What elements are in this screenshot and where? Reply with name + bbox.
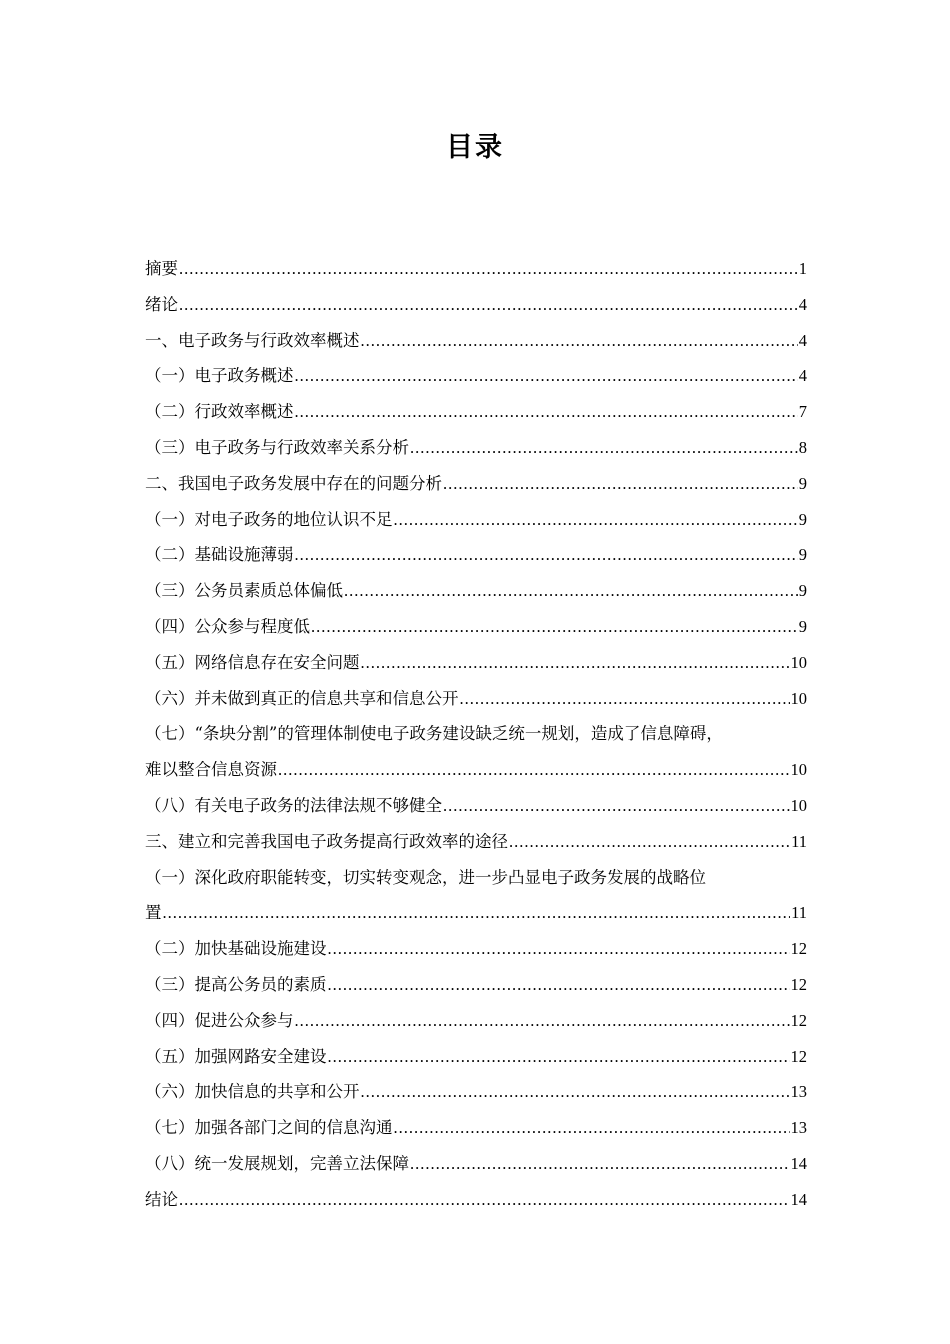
- toc-leader-dots: [278, 760, 790, 780]
- toc-entry[interactable]: [145, 613, 807, 649]
- toc-entry[interactable]: [145, 685, 807, 721]
- toc-leader-dots: [394, 1118, 790, 1138]
- toc-page-number: 12: [790, 939, 807, 959]
- toc-leader-dots: [410, 1154, 790, 1174]
- toc-entry[interactable]: [145, 1150, 807, 1186]
- toc-entry[interactable]: [145, 362, 807, 398]
- toc-leader-dots: [179, 259, 798, 279]
- toc-leader-dots: [179, 295, 798, 315]
- toc-entry[interactable]: [145, 1007, 807, 1043]
- toc-entry-text: （二）基础设施薄弱: [145, 545, 294, 565]
- toc-leader-dots: [295, 366, 798, 386]
- toc-entry[interactable]: [145, 577, 807, 613]
- toc-entry-text: 难以整合信息资源: [145, 760, 277, 780]
- toc-leader-dots: [328, 975, 790, 995]
- toc-page-number: 10: [790, 652, 807, 672]
- toc-entry[interactable]: [145, 1043, 807, 1079]
- toc-entry[interactable]: [145, 828, 807, 864]
- toc-entry[interactable]: [145, 1186, 807, 1222]
- toc-entry[interactable]: [145, 291, 807, 327]
- toc-page-number: 12: [790, 974, 807, 994]
- toc-entry[interactable]: [145, 470, 807, 506]
- toc-entry[interactable]: [145, 756, 807, 792]
- toc-entry[interactable]: [145, 649, 807, 685]
- toc-entry-text: 三、建立和完善我国电子政务提高行政效率的途径: [145, 831, 508, 851]
- toc-entry-text: （八）统一发展规划，完善立法保障: [145, 1153, 409, 1173]
- toc-entry-text: 绪论: [145, 294, 178, 314]
- toc-leader-dots: [361, 1082, 790, 1102]
- toc-entry-text: 一、电子政务与行政效率概述: [145, 330, 360, 350]
- toc-leader-dots: [295, 545, 798, 565]
- toc-entry-text: 摘要: [145, 259, 178, 278]
- toc-page-number: 9: [798, 581, 807, 601]
- toc-page-number: 14: [790, 1189, 807, 1209]
- toc-entry[interactable]: [145, 541, 807, 577]
- toc-leader-dots: [163, 903, 791, 923]
- page-title: 目录: [446, 132, 504, 163]
- toc-leader-dots: [443, 474, 798, 494]
- toc-entry-text: 置: [145, 903, 162, 923]
- toc-leader-dots: [361, 331, 798, 351]
- toc-entry[interactable]: [145, 1114, 807, 1150]
- toc-leader-dots: [328, 1047, 790, 1067]
- toc-page-number: 14: [790, 1153, 807, 1173]
- toc-page-number: 4: [798, 330, 807, 350]
- toc-page-number: 12: [790, 1010, 807, 1030]
- toc-entry-text: （八）有关电子政务的法律法规不够健全: [145, 795, 442, 815]
- toc-leader-dots: [509, 832, 790, 852]
- toc-entry-text: （二）加快基础设施建设: [145, 939, 327, 959]
- toc-page-number: 4: [798, 294, 807, 314]
- toc-entry-text: （三）提高公务员的素质: [145, 974, 327, 994]
- toc-page-number: 9: [798, 509, 807, 529]
- toc-page-number: 11: [791, 903, 807, 923]
- toc-entry-text: （五）加强网路安全建设: [145, 1046, 327, 1066]
- toc-entry-text: （六）并未做到真正的信息共享和信息公开: [145, 688, 459, 708]
- toc-leader-dots: [311, 617, 798, 637]
- toc-page-number: 8: [798, 437, 807, 457]
- toc-entry[interactable]: [145, 971, 807, 1007]
- toc-entry-text: （六）加快信息的共享和公开: [145, 1082, 360, 1102]
- toc-entry-text: （三）公务员素质总体偏低: [145, 581, 343, 601]
- toc-leader-dots: [460, 689, 790, 709]
- toc-entry-text: （二）行政效率概述: [145, 402, 294, 422]
- toc-entry-text: （四）促进公众参与: [145, 1010, 294, 1030]
- toc-entry-text: 结论: [145, 1189, 178, 1209]
- toc-leader-dots: [344, 581, 798, 601]
- toc-leader-dots: [328, 939, 790, 959]
- toc-leader-dots: [394, 510, 798, 530]
- toc-entry[interactable]: [145, 935, 807, 971]
- toc-page-number: 11: [791, 831, 807, 851]
- toc-page-number: 12: [790, 1046, 807, 1066]
- toc-entry-text: （七）加强各部门之间的信息沟通: [145, 1118, 393, 1138]
- toc-entry-text: （一）对电子政务的地位认识不足: [145, 509, 393, 529]
- toc-entry-text: （五）网络信息存在安全问题: [145, 652, 360, 672]
- toc-entry-text-line1: （一）深化政府职能转变，切实转变观念，进一步凸显电子政务发展的战略位: [145, 867, 706, 887]
- toc-entry[interactable]: [145, 255, 807, 291]
- toc-page-number: 9: [798, 616, 807, 636]
- toc-page-number: 10: [790, 688, 807, 708]
- toc-page-number: 13: [790, 1082, 807, 1102]
- toc-entry-first-line[interactable]: [145, 864, 807, 900]
- toc-entry-first-line[interactable]: [145, 720, 807, 756]
- toc-page-number: 10: [790, 795, 807, 815]
- toc-leader-dots: [179, 1190, 790, 1210]
- toc-entry[interactable]: [145, 327, 807, 363]
- toc-entry-text: （四）公众参与程度低: [145, 616, 310, 636]
- toc-page-number: 9: [798, 545, 807, 565]
- toc-entry-text: （一）电子政务概述: [145, 366, 294, 386]
- toc-page-number: 10: [790, 760, 807, 780]
- table-of-contents: [145, 255, 807, 1222]
- toc-entry-text: （三）电子政务与行政效率关系分析: [145, 437, 409, 457]
- toc-entry-text: 二、我国电子政务发展中存在的问题分析: [145, 473, 442, 493]
- toc-page-number: 4: [798, 366, 807, 386]
- toc-entry[interactable]: [145, 792, 807, 828]
- toc-leader-dots: [443, 796, 790, 816]
- toc-entry[interactable]: [145, 398, 807, 434]
- toc-entry[interactable]: [145, 1078, 807, 1114]
- toc-page-number: 7: [798, 402, 807, 422]
- toc-leader-dots: [410, 438, 798, 458]
- toc-page-number: 1: [798, 259, 807, 278]
- toc-leader-dots: [295, 1011, 790, 1031]
- toc-entry[interactable]: [145, 506, 807, 542]
- toc-page-number: 9: [798, 473, 807, 493]
- toc-entry[interactable]: [145, 899, 807, 935]
- toc-leader-dots: [361, 653, 790, 673]
- toc-entry[interactable]: [145, 434, 807, 470]
- toc-page-number: 13: [790, 1118, 807, 1138]
- toc-leader-dots: [295, 402, 798, 422]
- toc-entry-text-line1: （七）“条块分割”的管理体制使电子政务建设缺乏统一规划，造成了信息障碍，: [145, 724, 723, 744]
